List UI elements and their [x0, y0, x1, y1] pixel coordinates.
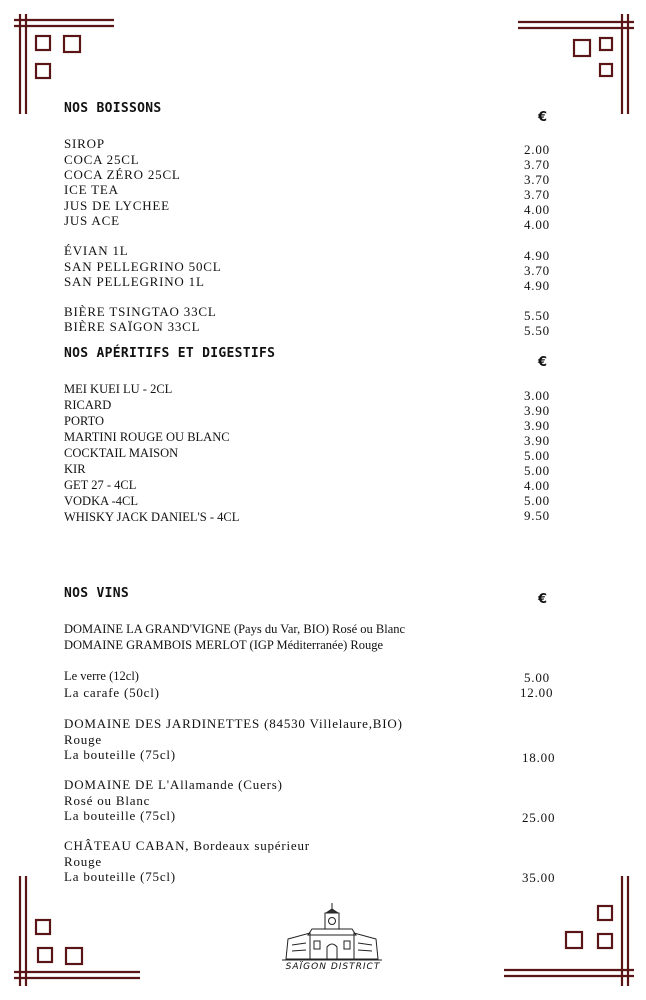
- menu-item-price: 5.00: [524, 463, 550, 478]
- wine-color: Rosé ou Blanc: [64, 793, 151, 808]
- wine-price: 25.00: [522, 810, 556, 825]
- wine-domaine-line: DOMAINE LA GRAND'VIGNE (Pays du Var, BIO) Rosé ou Blanc: [64, 622, 406, 636]
- menu-item-name: SIROP: [64, 136, 105, 151]
- corner-ornament-top-left: [14, 14, 124, 114]
- wine-price: 35.00: [522, 870, 556, 885]
- menu-item-name: WHISKY JACK DANIEL'S - 4CL: [64, 510, 240, 524]
- menu-item-price: 5.00: [524, 448, 550, 463]
- menu-item-price: 4.90: [524, 278, 550, 293]
- menu-item-price: 4.00: [524, 202, 550, 217]
- menu-item-name: COCA 25CL: [64, 152, 140, 167]
- menu-item-price: 4.00: [524, 217, 550, 232]
- menu-item-name: BIÈRE SAÏGON 33CL: [64, 319, 201, 334]
- menu-item-name: COCKTAIL MAISON: [64, 446, 179, 460]
- wine-name: DOMAINE DE L'Allamande (Cuers): [64, 777, 283, 792]
- corner-ornament-bottom-left: [14, 876, 140, 986]
- wine-domaine-line: DOMAINE GRAMBOIS MERLOT (IGP Méditerranée) Rouge: [64, 638, 384, 652]
- menu-item-price: 4.00: [524, 478, 550, 493]
- menu-item-name: MARTINI ROUGE OU BLANC: [64, 430, 230, 444]
- menu-item-price: 3.70: [524, 187, 550, 202]
- wine-format: La bouteille (75cl): [64, 747, 176, 762]
- menu-item-name: MEI KUEI LU - 2CL: [64, 382, 173, 396]
- menu-item-name: SAN PELLEGRINO 1L: [64, 274, 205, 289]
- currency-header-boissons: €: [538, 110, 548, 125]
- menu-item-price: 2.00: [524, 142, 550, 157]
- menu-item-name: RICARD: [64, 398, 112, 412]
- corner-ornament-bottom-right: [504, 876, 634, 986]
- wine-carafe-price: 12.00: [520, 685, 554, 700]
- section-title-vins: NOS VINS: [64, 586, 130, 601]
- menu-item-name: PORTO: [64, 414, 105, 428]
- menu-item-price: 5.50: [524, 308, 550, 323]
- wine-format: La bouteille (75cl): [64, 869, 176, 884]
- section-title-boissons: NOS BOISSONS: [64, 101, 162, 116]
- currency-header-aperitifs: €: [538, 355, 548, 370]
- menu-item-name: ÉVIAN 1L: [64, 243, 129, 258]
- wine-color: Rouge: [64, 732, 102, 747]
- restaurant-logo-building-sketch: [282, 903, 382, 970]
- menu-item-name: JUS ACE: [64, 213, 120, 228]
- menu-item-price: 9.50: [524, 508, 550, 523]
- menu-item-name: GET 27 - 4CL: [64, 478, 137, 492]
- wine-name: CHÂTEAU CABAN, Bordeaux supérieur: [64, 838, 310, 853]
- menu-item-name: VODKA -4CL: [64, 494, 138, 508]
- menu-item-price: 3.90: [524, 418, 550, 433]
- menu-item-price: 3.90: [524, 403, 550, 418]
- wine-format: La bouteille (75cl): [64, 808, 176, 823]
- menu-item-price: 3.70: [524, 172, 550, 187]
- currency-header-vins: €: [538, 592, 548, 607]
- section-title-aperitifs: NOS APÉRITIFS ET DIGESTIFS: [64, 346, 276, 361]
- menu-item-name: COCA ZÉRO 25CL: [64, 167, 181, 182]
- menu-item-price: 3.70: [524, 263, 550, 278]
- restaurant-logo-text: SAÏGON DISTRICT: [285, 962, 381, 972]
- menu-item-name: BIÈRE TSINGTAO 33CL: [64, 304, 217, 319]
- menu-item-name: JUS DE LYCHEE: [64, 198, 170, 213]
- wine-verre-price: 5.00: [524, 670, 550, 685]
- wine-color: Rouge: [64, 854, 102, 869]
- menu-item-name: ICE TEA: [64, 182, 119, 197]
- wine-price: 18.00: [522, 750, 556, 765]
- menu-item-price: 3.70: [524, 157, 550, 172]
- menu-item-name: KIR: [64, 462, 86, 476]
- corner-ornament-top-right: [518, 14, 634, 114]
- wine-verre-label: Le verre (12cl): [64, 669, 139, 683]
- menu-item-price: 3.90: [524, 433, 550, 448]
- menu-item-price: 5.50: [524, 323, 550, 338]
- menu-item-price: 5.00: [524, 493, 550, 508]
- wine-carafe-label: La carafe (50cl): [64, 685, 160, 700]
- wine-name: DOMAINE DES JARDINETTES (84530 Villelaure,BIO): [64, 716, 403, 731]
- menu-item-price: 3.00: [524, 388, 550, 403]
- menu-item-price: 4.90: [524, 248, 550, 263]
- menu-item-name: SAN PELLEGRINO 50CL: [64, 259, 222, 274]
